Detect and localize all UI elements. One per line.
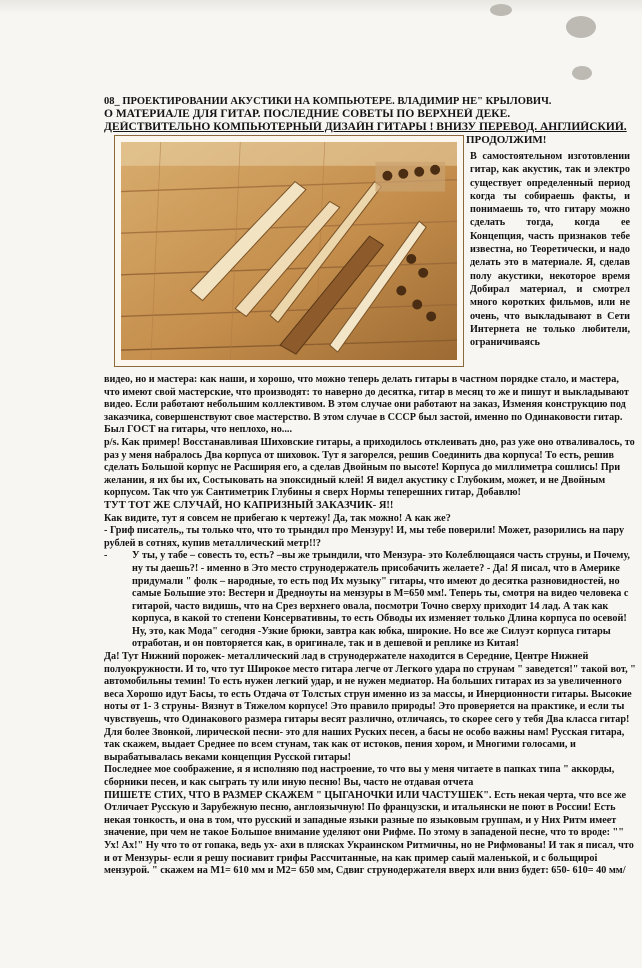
guitar-parts-photo: [114, 135, 464, 367]
paragraph: Как видите, тут я совсем не прибегаю к чертежу! Да, так можно! А как же?: [104, 512, 451, 524]
list-item-text: У ты, у табе – совесть то, есть? –вы же трындили, что Мензура- это Колеблющаяся часть струны, и Почему, ну ты даешь?! - именно в Это место струнодержатель присобачить желаете? - Да! Я писал, что в Америке придумали " фолк – народные, то есть под Их музыку" гитары, что имеют до десятка разновидностей, но самые Большие это: Вестерн и Дредноуты на мензуры в М=650 мм!. Теперь ты, смотря на видео человека с гитарой, часто видишь, что на Срез верхнего овала, посмотри Точно сверху приходит 14 лад. А так как корпуса, в какой то степени Консервативны, то есть Обводы их изменяет только Длина корпуса по осевой! Ну, это, как Мода" сегодня -Узкие брюки, завтра как юбка, широкие. Но все же Силуэт корпуса гитары отработан, и он повторяется как, в оригинале, так и в дешевой и реплике из Китая!: [132, 550, 630, 650]
list-item: [104, 550, 636, 651]
paragraph: p/s. Как пример! Восстанавливая Шиховские гитары, а приходилось отклеивать дно, раз уже оно отваливалось, то раз у меня набралось Два корпуса от шиховок. Тут я загорелся, решив Соединить два корпуса! То есть, решив сделать Большой корпус не Расширяя его, а сделав Двойным по высоте! Корпуса до миллиметра сошлись! При желании, я их бы их, Состыковать на эпоксидный клей! Я видел акустику с Глубоким, может, и не Двойным корпусом. Так что уж Сантиметрик Глубины я сверх Нормы теперешних гитар, Добавлю!: [104, 436, 635, 499]
heading-line: ДЕЙСТВИТЕЛЬНО КОМПЬЮТЕРНЫЙ ДИЗАЙН ГИТАРЫ ! ВНИЗУ ПЕРЕВОД. АНГЛИЙСКИЙ.: [104, 121, 627, 133]
paragraph: Последнее мое соображение, я я исполняю под настроение, то что вы у меня читаете в папках типа " аккорды, сборники песен, и как сыграть ту или иную песню! Вы, часто не отдавая отчета: [104, 764, 615, 788]
paragraph: видео, но и мастера: как наши, и хорошо, что можно теперь делать гитары в частном порядке стало, и мастера, что имеют свой мастерские, что производят: то наверно до десятка, гитар в месяц то же и пишут и выкладывают видео. Если работают небольшим коллективом. В этом случае они работают на заказ, Изменяя конструкцию под заказчика, совершенствуют свое мастерство. В этом случае в СССР был застой, именно по Одинаковости гитар. Был ГОСТ на гитары, что неплохо, но....: [104, 374, 629, 436]
scan-edge: [0, 0, 642, 14]
heading-line: 08_ ПРОЕКТИРОВАНИИ АКУСТИКИ НА КОМПЬЮТЕРЕ. ВЛАДИМИР НЕ" КРЫЛОВИЧ.: [104, 96, 552, 107]
photo-image: [121, 142, 457, 360]
paragraph: ПИШЕТЕ СТИХ, ЧТО В РАЗМЕР СКАЖЕМ " ЦЫГАНОЧКИ ИЛИ ЧАСТУШЕК". Есть некая черта, что все же Отличает Русскую и Зарубежную песню, англоязычную! По французски, и итальянски не поют в России! Есть некая тонкость, и она в том, что русский и западные языки разные по языковым группам, и у Них Ритм имеет значение, при чем не такое Большое внимание уделяют они Рифме. По этому в западеной песне, что то вроде: "" Ух! Ах!" Ну что то от гопака, ведь ух- ахи в плясках Украинском Ритмичны, но не Рифмованы! И так я писал, что и от Мензуры- если я решу посиавит грифы Рассчитанные, на как пример саый маленькой, и с больщирoi мензурой. " скажем на М1= 610 мм и М2= 650 мм, Сдвиг струнодержателя вверх или вниз будет: 650- 610= 40 мм/: [104, 789, 634, 877]
paragraph: Да! Тут Нижний порожек- металлический лад в струнодержателе находится в Середние, Центре Нижней полуокружности. И то, что тут Широкое место гитара легче от Легкого удара по струнам " заведется!" такой вот, " автомобильны темин! То есть нужен легкий удар, и не нужен медиатор. На больших гитарах из за увеличенного веса Хорошо идут Басы, то есть Отдача от Толстых струн именно из за массы, и Инерционности гитары. Высокие ноты от 1- 3 струны- Вязнут в Тяжелом корпусе! Это правило природы! Это проверяется на практике, и если ты чувствуешь, что Одинакового размера гитары весят различно, отличаясь, то скорее сего у тебя Два класса гитар! Для более Звонкой, лирической песни- это для наших Руских песен, а басы не особо важны нам! Русская гитара, так скажем, выдает Среднее по всем стунам, так как от истоков, пения хором, и Многими голосами, и вырабатывалась веками концепция Русской гитары!: [104, 651, 636, 763]
continued-label: ПРОДОЛЖИМ!: [466, 134, 547, 146]
heading-line: О МАТЕРИАЛЕ ДЛЯ ГИТАР. ПОСЛЕДНИЕ СОВЕТЫ ПО ВЕРХНЕЙ ДЕКЕ.: [104, 108, 511, 120]
binder-hole: [572, 66, 592, 80]
subheading: ТУТ ТОТ ЖЕ СЛУЧАЙ, НО КАПРИЗНЫЙ ЗАКАЗЧИК- Я!!: [104, 499, 394, 511]
article-body: [104, 374, 636, 878]
binder-hole: [490, 4, 512, 16]
paragraph: - Гриф писатель,, ты только что, что то трындил про Мензуру! И, мы тебе поверили! Может, разорились на пару рублей в сотнях, купив металлический метр!!?: [104, 525, 625, 549]
binder-hole: [566, 16, 596, 38]
side-column-text: В самостоятельном изготовлении гитар, как акустик, так и электро существует определенный период когда ты собираешь факты, и понимаешь то, что гитару можно сделать тогда, когда ее Концепция, часть признаков тебе известна, но Теоретически, и надо делать это в материале. Я, сделав полу акустики, некоторое время Добирал материал, и смотрел много коротких фильмов, или не очень, что выкладывают в Сети Интернета не только любители, ограничиваясь: [470, 151, 630, 349]
bullet-dash: -: [104, 550, 108, 562]
